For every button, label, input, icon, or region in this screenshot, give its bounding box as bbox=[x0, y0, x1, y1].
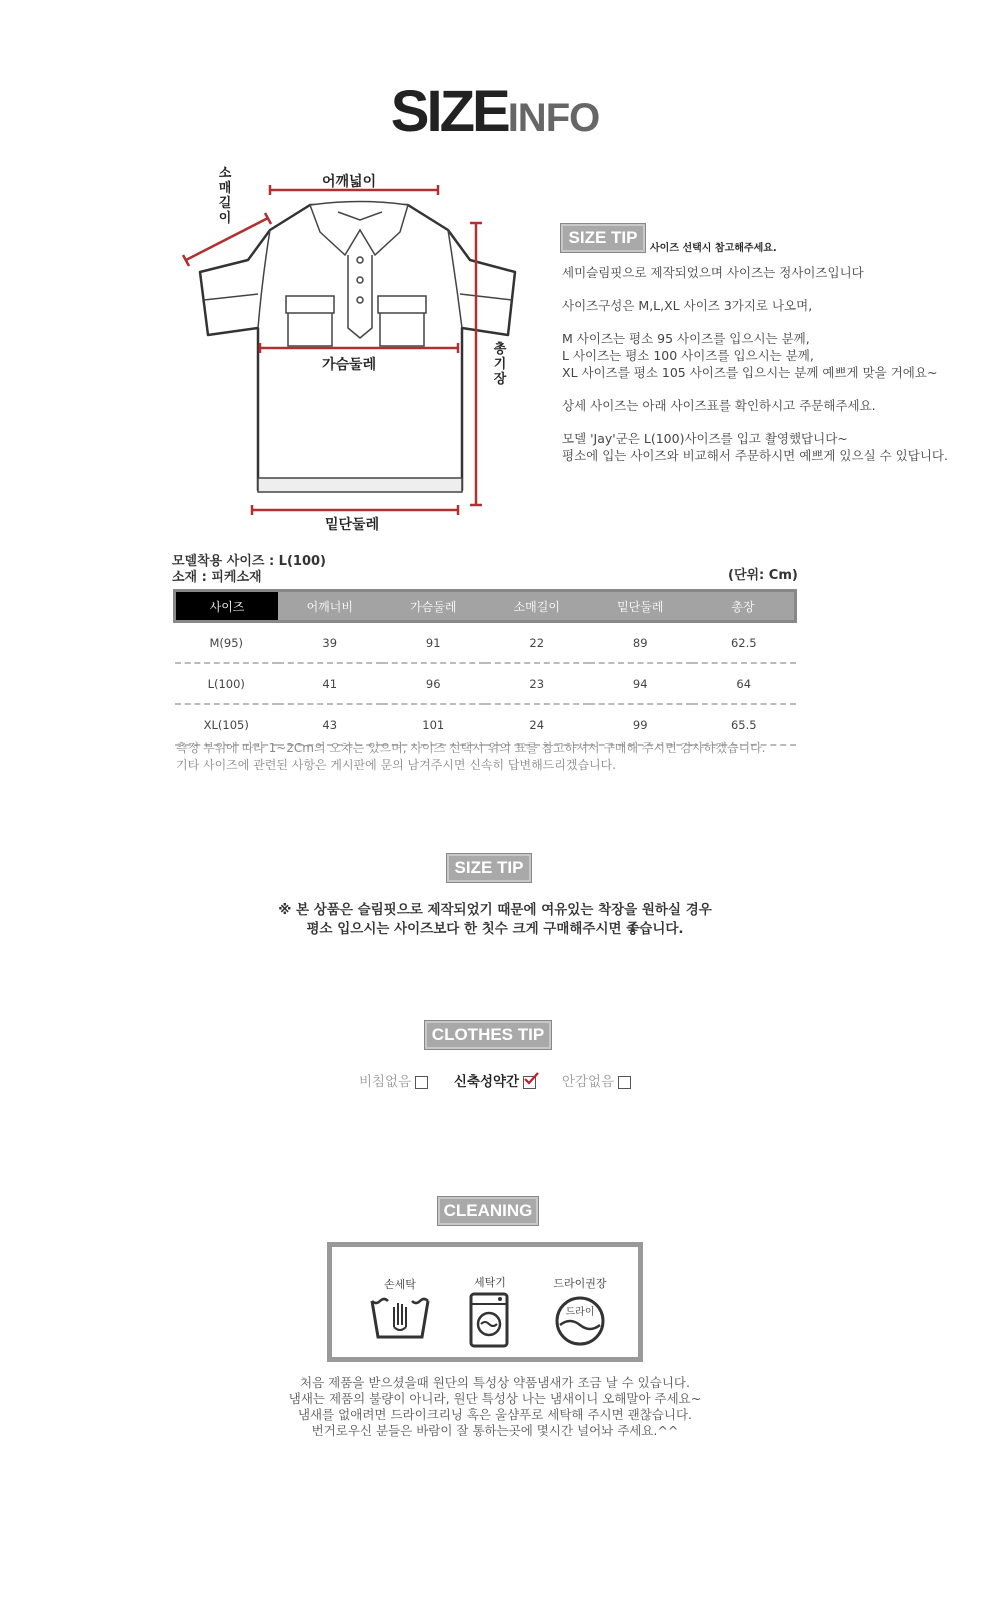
tip-line: M 사이즈는 평소 95 사이즈를 입으시는 분께, bbox=[562, 331, 810, 346]
hem-label: 밑단둘레 bbox=[325, 517, 380, 533]
size-tip-badge: SIZE TIP bbox=[560, 223, 646, 253]
clothes-tip-label: 신축성약간 bbox=[453, 1074, 520, 1090]
table-cell: 101 bbox=[382, 704, 486, 745]
cleaning-badge: CLEANING bbox=[437, 1196, 539, 1226]
table-cell: M(95) bbox=[175, 622, 279, 664]
cleaning-label: 드라이권장 bbox=[553, 1277, 607, 1290]
table-cell: 22 bbox=[485, 622, 589, 664]
table-cell: 99 bbox=[589, 704, 693, 745]
table-cell: 94 bbox=[589, 663, 693, 704]
tip-line: 상세 사이즈는 아래 사이즈표를 확인하시고 주문해주세요. bbox=[562, 398, 876, 413]
size-tip2-line: ※ 본 상품은 슬림핏으로 제작되었기 때문에 여유있는 착장을 원하실 경우 bbox=[278, 902, 712, 918]
header-sleeve: 소매길이 bbox=[485, 591, 589, 622]
table-cell: 24 bbox=[485, 704, 589, 745]
tip-line: L 사이즈는 평소 100 사이즈를 입으시는 분께, bbox=[562, 348, 814, 363]
model-info bbox=[172, 554, 326, 586]
size-table bbox=[173, 589, 797, 746]
header-size: 사이즈 bbox=[175, 591, 279, 622]
total-length-label: 총기장 bbox=[493, 342, 507, 387]
table-cell: 65.5 bbox=[692, 704, 796, 745]
cleaning-line: 냄새를 없애려면 드라이크리닝 혹은 울샴푸로 세탁해 주시면 괜찮습니다. bbox=[297, 1407, 693, 1422]
table-cell: 64 bbox=[692, 663, 796, 704]
size-notes bbox=[176, 740, 816, 774]
clothes-tip-label: 안감없음 bbox=[561, 1074, 615, 1090]
table-cell: 41 bbox=[278, 663, 382, 704]
header-length: 총장 bbox=[692, 591, 796, 622]
unit-label: (단위: Cm) bbox=[728, 568, 798, 583]
checkbox-unchecked-icon bbox=[415, 1076, 428, 1089]
size-tip-text bbox=[562, 264, 982, 464]
checkbox-unchecked-icon bbox=[618, 1076, 631, 1089]
checkbox-checked-icon bbox=[523, 1076, 536, 1089]
table-cell: 23 bbox=[485, 663, 589, 704]
cleaning-label: 손세탁 bbox=[384, 1278, 416, 1291]
model-size: 모델착용 사이즈 : L(100) bbox=[172, 554, 326, 569]
table-cell: L(100) bbox=[175, 663, 279, 704]
table-cell: 91 bbox=[382, 622, 486, 664]
table-cell: 43 bbox=[278, 704, 382, 745]
clothes-tip-item bbox=[454, 1074, 536, 1090]
title-big: SIZE bbox=[390, 79, 508, 144]
dry-clean-icon bbox=[554, 1295, 606, 1347]
washing-machine-icon bbox=[468, 1292, 512, 1348]
cleaning-text bbox=[0, 1375, 990, 1439]
header-shoulder: 어깨너비 bbox=[278, 591, 382, 622]
cleaning-line: 번거로우신 분들은 바람이 잘 통하는곳에 몇시간 널어놔 주세요.^^ bbox=[311, 1423, 679, 1438]
size-tip2-text bbox=[0, 901, 990, 939]
table-cell: 96 bbox=[382, 663, 486, 704]
tip-line: 세미슬림핏으로 제작되었으며 사이즈는 정사이즈입니다 bbox=[562, 265, 864, 280]
size-tip2-badge: SIZE TIP bbox=[446, 853, 532, 883]
clothes-tip-badge: CLOTHES TIP bbox=[424, 1020, 552, 1050]
sleeve-label: 소매길이 bbox=[218, 166, 232, 226]
header-hem: 밑단둘레 bbox=[589, 591, 693, 622]
model-material: 소재 : 피케소재 bbox=[172, 570, 262, 585]
size-table-header bbox=[175, 591, 796, 622]
table-row bbox=[175, 704, 796, 745]
tip-line: XL 사이즈를 평소 105 사이즈를 입으시는 분께 예쁘게 맞을 거에요~ bbox=[562, 365, 938, 380]
note-line: 측정 부위에 따라 1~2Cm의 오차는 있으며, 사이즈 선택시 위의 표를 참고하셔서 구매해 주시면 감사하겠습니다. bbox=[176, 741, 766, 755]
cleaning-line: 냄새는 제품의 불량이 아니라, 원단 특성상 나는 냄새이니 오해말아 주세요~ bbox=[288, 1391, 702, 1406]
cleaning-line: 처음 제품을 받으셨을때 원단의 특성상 약품냄새가 조금 날 수 있습니다. bbox=[300, 1375, 690, 1390]
note-line: 기타 사이즈에 관련된 사항은 게시판에 문의 남겨주시면 신속히 답변해드리겠습니다. bbox=[176, 758, 617, 772]
tip-line: 평소에 입는 사이즈와 비교해서 주문하시면 예쁘게 있으실 수 있답니다. bbox=[562, 448, 948, 463]
clothes-tip-item bbox=[359, 1074, 428, 1090]
table-cell: XL(105) bbox=[175, 704, 279, 745]
size-tip2-line: 평소 입으시는 사이즈보다 한 칫수 크게 구매해주시면 좋습니다. bbox=[306, 921, 684, 937]
shoulder-label: 어깨넓이 bbox=[322, 174, 377, 190]
table-cell: 89 bbox=[589, 622, 693, 664]
cleaning-label: 세탁기 bbox=[474, 1276, 506, 1289]
clothes-tip-label: 비침없음 bbox=[358, 1074, 412, 1090]
title-small: INFO bbox=[507, 96, 600, 140]
cleaning-box bbox=[327, 1242, 643, 1362]
dry-clean-icon-text: 드라이 bbox=[565, 1307, 595, 1318]
table-row bbox=[175, 622, 796, 664]
tip-line: 모델 'Jay'군은 L(100)사이즈를 입고 촬영했답니다~ bbox=[562, 431, 848, 446]
clothes-tip-row bbox=[0, 1070, 990, 1090]
table-cell: 62.5 bbox=[692, 622, 796, 664]
size-info-title bbox=[0, 78, 990, 145]
table-row bbox=[175, 663, 796, 704]
tip-line: 사이즈구성은 M,L,XL 사이즈 3가지로 나오며, bbox=[562, 298, 813, 313]
table-cell: 39 bbox=[278, 622, 382, 664]
clothes-tip-item bbox=[562, 1074, 631, 1090]
hand-wash-icon bbox=[370, 1297, 430, 1342]
header-chest: 가슴둘레 bbox=[382, 591, 486, 622]
size-tip-caption: 사이즈 선택시 참고해주세요. bbox=[650, 243, 777, 254]
chest-label: 가슴둘레 bbox=[322, 357, 377, 373]
